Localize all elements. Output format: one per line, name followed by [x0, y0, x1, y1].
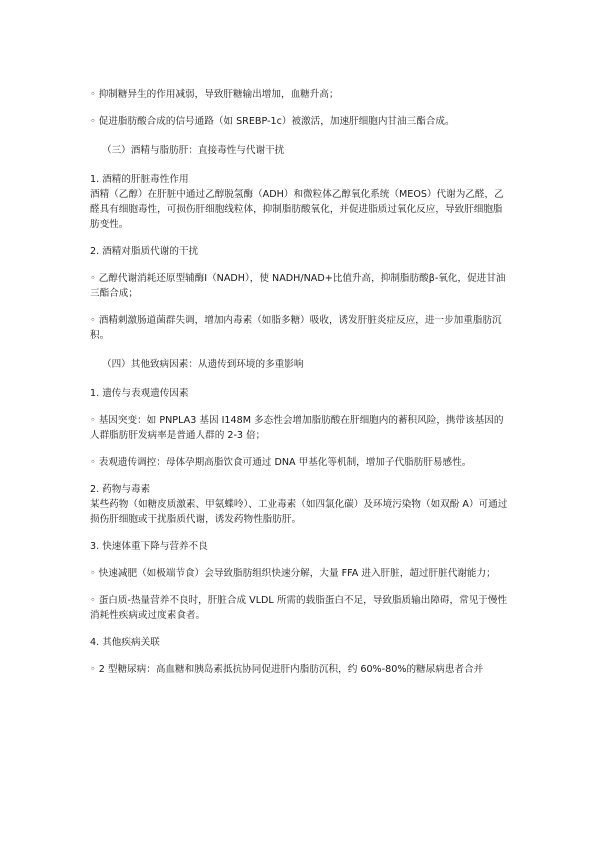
- subsection-heading: 2. 酒精对脂质代谢的干扰: [90, 246, 199, 257]
- bullet-paragraph: ◦ 促进脂肪酸合成的信号通路（如 SREBP-1c）被激活，加速肝细胞内甘油三酯合成。: [90, 116, 455, 127]
- body-paragraph: 酒精（乙醇）在肝脏中通过乙醇脱氢酶（ADH）和微粒体乙醇氧化系统（MEOS）代谢为乙醛，乙醛具有细胞毒性，可损伤肝细胞线粒体，抑制脂肪酸氧化，并促进脂质过氧化反应，导致肝细胞脂肪变性。: [90, 189, 504, 230]
- section-heading-alcohol: （三）酒精与脂肪肝：直接毒性与代谢干扰: [102, 145, 285, 156]
- document-body: [90, 87, 510, 677]
- bullet-paragraph: ◦ 蛋白质-热量营养不良时，肝脏合成 VLDL 所需的载脂蛋白不足，导致脂质输出障碍，常见于慢性消耗性疾病或过度素食者。: [90, 595, 508, 621]
- subsection-heading: 2. 药物与毒素: [90, 484, 151, 495]
- body-paragraph: 某些药物（如糖皮质激素、甲氨蝶呤）、工业毒素（如四氯化碳）及环境污染物（如双酚 A）可通过损伤肝细胞或干扰脂质代谢，诱发药物性脂肪肝。: [90, 499, 508, 525]
- subsection-heading: 3. 快速体重下降与营养不良: [90, 541, 208, 552]
- subsection-heading: 4. 其他疾病关联: [90, 637, 160, 648]
- bullet-paragraph: ◦ 基因突变：如 PNPLA3 基因 I148M 多态性会增加脂肪酸在肝细胞内的蓄积风险，携带该基因的人群脂肪肝发病率是普通人群的 2-3 倍；: [90, 415, 504, 441]
- subsection-heading: 1. 遗传与表观遗传因素: [90, 388, 189, 399]
- bullet-paragraph: ◦ 2 型糖尿病：高血糖和胰岛素抵抗协同促进肝内脂肪沉积，约 60%-80%的糖尿病患者合并: [90, 664, 484, 675]
- bullet-paragraph: ◦ 酒精刺激肠道菌群失调，增加内毒素（如脂多糖）吸收，诱发肝脏炎症反应，进一步加重脂肪沉积。: [90, 315, 502, 341]
- bullet-paragraph: ◦ 快速减肥（如极端节食）会导致脂肪组织快速分解，大量 FFA 进入肝脏，超过肝脏代谢能力；: [90, 568, 496, 579]
- bullet-paragraph: ◦ 乙醇代谢消耗还原型辅酶Ⅰ（NADH），使 NADH/NAD+比值升高，抑制脂肪酸β-氧化，促进甘油三酯合成；: [90, 273, 506, 299]
- subsection-heading: 1. 酒精的肝脏毒性作用: [90, 174, 189, 185]
- bullet-paragraph: ◦ 表观遗传调控：母体孕期高脂饮食可通过 DNA 甲基化等机制，增加子代脂肪肝易感性。: [90, 457, 472, 468]
- section-heading-other-factors: （四）其他致病因素：从遗传到环境的多重影响: [102, 359, 304, 370]
- bullet-paragraph: ◦ 抑制糖异生的作用减弱，导致肝糖输出增加，血糖升高；: [90, 89, 339, 100]
